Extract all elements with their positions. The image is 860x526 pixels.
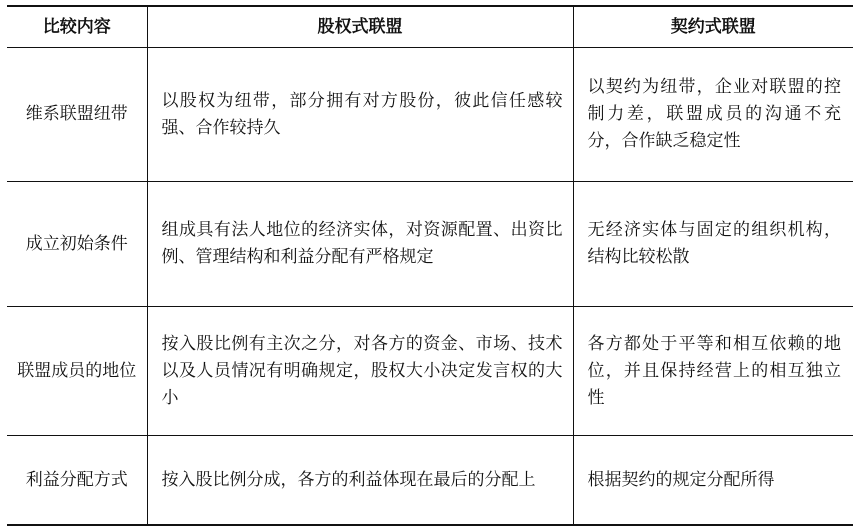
row-label: 维系联盟纽带 xyxy=(25,104,128,124)
contract-cell: 各方都处于平等和相互依赖的地位，并且保持经营上的相互独立性 xyxy=(573,307,853,436)
row-label: 利益分配方式 xyxy=(25,469,128,490)
contract-cell: 无经济实体与固定的组织机构，结构比较松散 xyxy=(573,182,853,307)
table-row xyxy=(7,436,853,526)
header-comparison-item: 比较内容 xyxy=(42,16,111,37)
table-row xyxy=(7,48,853,182)
table-header xyxy=(7,6,853,48)
contract-cell: 以契约为纽带，企业对联盟的控制力差，联盟成员的沟通不充分，合作缺乏稳定性 xyxy=(573,48,853,182)
equity-cell: 按入股比例分成，各方的利益体现在最后的分配上 xyxy=(147,436,573,526)
header-contract-alliance: 契约式联盟 xyxy=(573,6,853,48)
header-row xyxy=(7,6,853,48)
table-row xyxy=(7,182,853,307)
header-equity-alliance: 股权式联盟 xyxy=(147,6,573,48)
row-label: 联盟成员的地位 xyxy=(17,360,137,381)
contract-cell: 根据契约的规定分配所得 xyxy=(573,436,853,526)
equity-cell: 以股权为纽带，部分拥有对方股份，彼此信任感较强、合作较持久 xyxy=(147,48,573,182)
table-body xyxy=(7,48,853,526)
equity-cell: 组成具有法人地位的经济实体，对资源配置、出资比例、管理结构和利益分配有严格规定 xyxy=(147,182,573,307)
equity-cell: 按入股比例有主次之分，对各方的资金、市场、技术以及人员情况有明确规定，股权大小决定发言权的大小 xyxy=(147,307,573,436)
row-label: 成立初始条件 xyxy=(25,233,128,254)
table-row xyxy=(7,307,853,436)
comparison-table xyxy=(7,5,853,526)
